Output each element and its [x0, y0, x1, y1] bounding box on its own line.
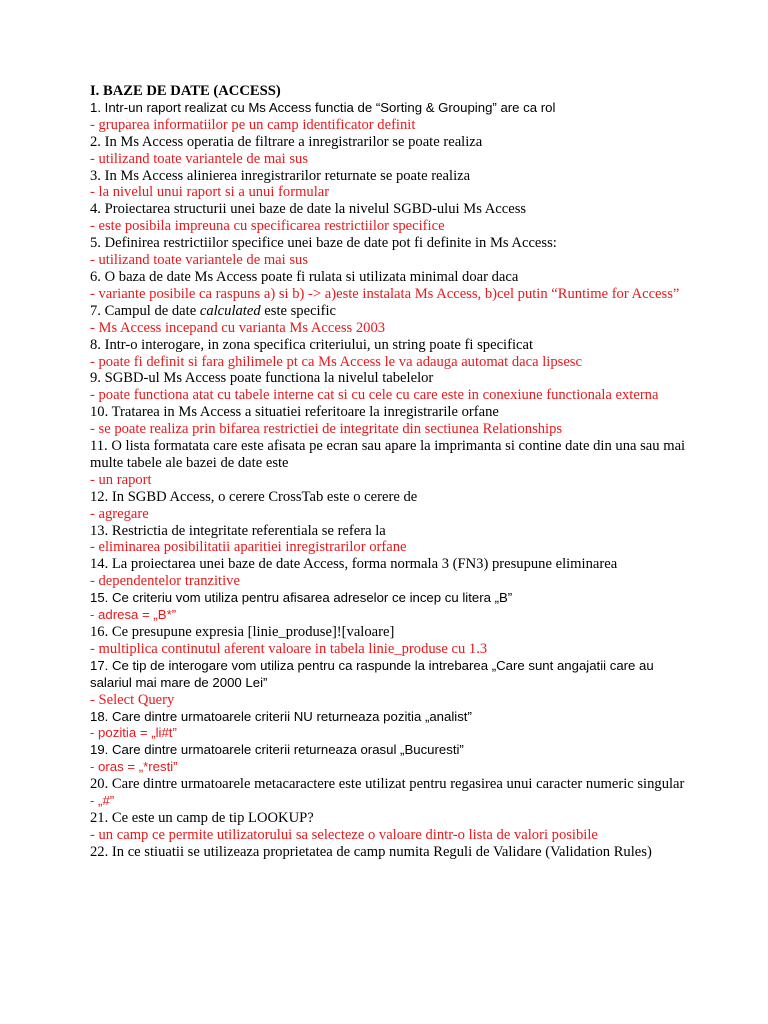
question-7-emphasis: calculated — [199, 302, 261, 319]
answer-12: - agregare — [90, 505, 149, 522]
question-9: 9. SGBD-ul Ms Access poate functiona la nivelul tabelelor — [90, 370, 434, 387]
question-7-pre: 7. Campul de date — [90, 302, 200, 319]
answer-4: - este posibila impreuna cu specificarea restrictiilor specifice — [90, 218, 445, 235]
question-22: 22. In ce stiuatii se utilizeaza proprietatea de camp numita Reguli de Validare (Validation Rules) — [90, 843, 652, 860]
question-11: 11. O lista formatata care este afisata pe ecran sau apare la imprimanta si contine date din una sau mai multe tabele ale bazei de date este — [90, 438, 686, 471]
answer-19: - oras = „*resti” — [90, 759, 178, 775]
question-18: 18. Care dintre urmatoarele criterii NU returneaza pozitia „analist” — [90, 708, 472, 724]
question-12: 12. In SGBD Access, o cerere CrossTab este o cerere de — [90, 488, 418, 505]
answer-18: - pozitia = „li#t” — [90, 725, 177, 741]
question-7-post: este specific — [260, 302, 337, 319]
section-title: I. BAZE DE DATE (ACCESS) — [90, 83, 281, 99]
document-page — [90, 83, 690, 861]
answer-1: - gruparea informatiilor pe un camp identificator definit — [90, 116, 416, 133]
question-21: 21. Ce este un camp de tip LOOKUP? — [90, 809, 314, 826]
question-2: 2. In Ms Access operatia de filtrare a inregistrarilor se poate realiza — [90, 133, 483, 150]
answer-11: - un raport — [90, 471, 152, 488]
question-5: 5. Definirea restrictiilor specifice unei baze de date pot fi definite in Ms Access: — [90, 235, 557, 252]
answer-5: - utilizand toate variantele de mai sus — [90, 252, 309, 269]
question-4: 4. Proiectarea structurii unei baze de date la nivelul SGBD-ului Ms Access — [90, 201, 527, 218]
answer-20: - „#” — [90, 793, 115, 809]
answer-8: - poate fi definit si fara ghilimele pt ca Ms Access le va adauga automat daca lipsesc — [90, 353, 582, 370]
answer-10: - se poate realiza prin bifarea restrictiei de integritate din sectiunea Relationships — [90, 421, 563, 438]
answer-7: - Ms Access incepand cu varianta Ms Access 2003 — [90, 319, 386, 336]
question-20: 20. Care dintre urmatoarele metacaractere este utilizat pentru regasirea unui caracter numeric singular — [90, 776, 685, 793]
question-14: 14. La proiectarea unei baze de date Access, forma normala 3 (FN3) presupune eliminarea — [90, 556, 618, 573]
answer-2: - utilizand toate variantele de mai sus — [90, 150, 309, 167]
question-1: 1. Intr-un raport realizat cu Ms Access functia de “Sorting & Grouping” are ca rol — [90, 99, 556, 115]
answer-17: - Select Query — [90, 691, 175, 708]
question-17: 17. Ce tip de interogare vom utiliza pentru ca raspunde la intrebarea „Care sunt angajatii care au salariul mai mare de 2000 Lei” — [90, 657, 654, 690]
answer-16: - multiplica continutul aferent valoare in tabela linie_produse cu 1.3 — [90, 640, 488, 657]
question-8: 8. Intr-o interogare, in zona specifica criteriului, un string poate fi specificat — [90, 336, 534, 353]
question-6: 6. O baza de date Ms Access poate fi rulata si utilizata minimal doar daca — [90, 268, 519, 285]
question-19: 19. Care dintre urmatoarele criterii returneaza orasul „Bucuresti” — [90, 742, 464, 758]
answer-15: - adresa = „B*” — [90, 607, 177, 623]
answer-14: - dependentelor tranzitive — [90, 573, 240, 590]
question-15: 15. Ce criteriu vom utiliza pentru afisarea adreselor ce incep cu litera „B” — [90, 590, 513, 606]
answer-13: - eliminarea posibilitatii aparitiei inregistrarilor orfane — [90, 539, 407, 556]
question-3: 3. In Ms Access alinierea inregistrarilor returnate se poate realiza — [90, 167, 471, 184]
answer-6: - variante posibile ca raspuns a) si b) -> a)este instalata Ms Access, b)cel putin “Runtime for Access” — [90, 285, 680, 302]
question-10: 10. Tratarea in Ms Access a situatiei referitoare la inregistrarile orfane — [90, 404, 499, 421]
answer-21: - un camp ce permite utilizatorului sa selecteze o valoare dintr-o lista de valori posibile — [90, 826, 598, 843]
answer-3: - la nivelul unui raport si a unui formular — [90, 184, 330, 201]
answer-9: - poate functiona atat cu tabele interne cat si cu cele cu care este in conexiune functionala externa — [90, 387, 659, 404]
question-7 — [90, 303, 690, 320]
question-16: 16. Ce presupune expresia [linie_produse]![valoare] — [90, 624, 395, 640]
question-13: 13. Restrictia de integritate referentiala se refera la — [90, 522, 386, 539]
